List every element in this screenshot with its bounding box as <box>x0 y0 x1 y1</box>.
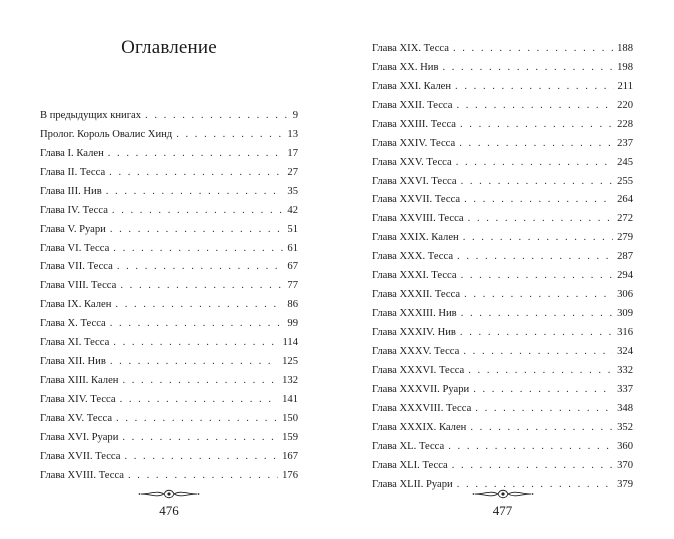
toc-entry-page: 132 <box>282 375 298 387</box>
toc-entry <box>372 207 633 226</box>
toc-entry-label: Глава XXXIII. Нив <box>372 308 457 320</box>
toc-entry-label: Глава VIII. Тесса <box>40 280 117 292</box>
toc-entry <box>40 407 298 426</box>
toc-leader-dots <box>176 128 283 142</box>
toc-entry-page: 141 <box>282 394 298 405</box>
toc-leader-dots <box>122 431 278 445</box>
toc-leader-dots <box>475 402 613 416</box>
toc-entry-page: 237 <box>617 137 633 149</box>
toc-leader-dots <box>452 459 613 473</box>
toc-leader-dots <box>115 298 283 312</box>
toc-entry-label: Пролог. Король Овалис Хинд <box>40 128 173 140</box>
toc-entry <box>40 426 298 445</box>
toc-entry-page: 287 <box>617 251 633 263</box>
toc-entry-label: Глава XXXIX. Кален <box>372 421 467 433</box>
toc-leader-dots <box>459 137 613 151</box>
toc-entry-page: 316 <box>617 327 633 338</box>
toc-leader-dots <box>456 99 613 113</box>
toc-entry-page: 294 <box>617 270 633 282</box>
toc-entry-label: Глава XVI. Руари <box>40 431 119 443</box>
toc-leader-dots <box>453 42 613 56</box>
toc-entry <box>40 180 298 199</box>
toc-leader-dots <box>456 156 613 170</box>
toc-entry-label: Глава XXVIII. Тесса <box>372 213 464 225</box>
toc-entry-label: Глава XXXVIII. Тесса <box>372 402 472 414</box>
toc-list-left <box>40 104 298 483</box>
toc-entry-page: 211 <box>617 80 633 92</box>
toc-leader-dots <box>122 374 278 388</box>
toc-entry-page: 125 <box>282 356 298 368</box>
toc-entry <box>372 435 633 454</box>
toc-entry <box>372 283 633 302</box>
toc-entry-page: 150 <box>282 412 298 424</box>
toc-leader-dots <box>110 317 284 331</box>
toc-leader-dots <box>448 440 613 454</box>
toc-leader-dots <box>442 61 613 75</box>
toc-entry <box>40 237 298 256</box>
toc-entry-label: Глава XVII. Тесса <box>40 450 121 462</box>
toc-leader-dots <box>110 355 278 369</box>
toc-leader-dots <box>113 242 283 256</box>
toc-entry <box>40 388 298 407</box>
page-number: 477 <box>492 503 513 518</box>
toc-entry-label: Глава XV. Тесса <box>40 412 113 424</box>
toc-leader-dots <box>468 364 613 378</box>
left-page <box>40 0 298 539</box>
toc-entry-label: Глава XXIII. Тесса <box>372 118 456 130</box>
toc-entry-page: 324 <box>617 345 633 357</box>
page-footer-right <box>372 488 633 519</box>
toc-entry <box>372 245 633 264</box>
toc-leader-dots <box>473 383 613 397</box>
flourish-ornament-icon <box>471 488 535 500</box>
toc-entry <box>40 199 298 218</box>
toc-entry-page: 245 <box>617 156 633 168</box>
toc-entry-label: Глава XII. Нив <box>40 356 106 368</box>
toc-entry-label: Глава XXXVI. Тесса <box>372 364 465 376</box>
toc-entry <box>372 132 633 151</box>
toc-entry-label: Глава XXIV. Тесса <box>372 137 456 149</box>
toc-entry <box>372 264 633 283</box>
toc-entry-label: Глава XXXII. Тесса <box>372 289 461 301</box>
toc-entry-page: 51 <box>287 223 298 235</box>
toc-entry-label: Глава XXXI. Тесса <box>372 270 457 282</box>
toc-entry-page: 198 <box>617 61 633 73</box>
toc-entry-page: 360 <box>617 440 633 452</box>
page-footer-left <box>40 488 298 519</box>
toc-entry-page: 86 <box>287 299 298 311</box>
toc-entry-page: 159 <box>282 431 298 443</box>
toc-entry-page: 99 <box>287 318 298 330</box>
toc-leader-dots <box>108 147 284 161</box>
toc-entry-page: 67 <box>287 261 298 273</box>
toc-entry <box>372 75 633 94</box>
toc-leader-dots <box>117 260 284 274</box>
toc-entry-page: 272 <box>617 213 633 225</box>
toc-entry-page: 13 <box>287 128 298 140</box>
toc-entry <box>372 151 633 170</box>
toc-entry-page: 114 <box>282 337 298 349</box>
toc-entry <box>40 256 298 275</box>
toc-leader-dots <box>460 326 613 340</box>
toc-leader-dots <box>460 118 613 132</box>
toc-entry-page: 61 <box>287 242 298 254</box>
toc-entry-label: Глава I. Кален <box>40 147 104 159</box>
toc-entry-page: 167 <box>282 450 298 462</box>
toc-entry-label: Глава XXII. Тесса <box>372 99 453 111</box>
toc-title: Оглавление <box>121 37 217 58</box>
toc-entry <box>40 142 298 161</box>
toc-entry <box>40 331 298 350</box>
toc-entry <box>372 189 633 208</box>
toc-entry <box>40 161 298 180</box>
toc-entry-page: 42 <box>287 204 298 216</box>
toc-entry-label: Глава VI. Тесса <box>40 242 110 254</box>
toc-entry-label: Глава X. Тесса <box>40 318 106 330</box>
toc-entry-label: Глава XLII. Руари <box>372 478 453 490</box>
toc-entry-label: Глава XL. Тесса <box>372 440 445 452</box>
flourish-ornament-icon <box>137 488 201 500</box>
toc-entry-label: Глава XXXV. Тесса <box>372 345 460 357</box>
toc-entry-page: 228 <box>617 118 633 130</box>
toc-entry-label: Глава XXVII. Тесса <box>372 194 461 206</box>
toc-leader-dots <box>128 469 278 483</box>
toc-entry <box>372 113 633 132</box>
toc-entry <box>372 37 633 56</box>
toc-entry-label: Глава XVIII. Тесса <box>40 469 124 481</box>
toc-entry-label: Глава II. Тесса <box>40 166 106 178</box>
toc-entry <box>40 104 298 123</box>
toc-entry-label: Глава XIX. Тесса <box>372 42 449 54</box>
toc-entry-page: 379 <box>617 478 633 490</box>
toc-leader-dots <box>457 250 613 264</box>
toc-entry <box>40 445 298 464</box>
toc-entry-label: Глава XXXIV. Нив <box>372 327 456 338</box>
toc-entry-label: Глава VII. Тесса <box>40 261 113 273</box>
toc-entry-page: 27 <box>287 166 298 178</box>
toc-entry <box>372 416 633 435</box>
toc-leader-dots <box>461 175 614 189</box>
toc-leader-dots <box>112 204 284 218</box>
toc-entry <box>372 454 633 473</box>
toc-entry <box>40 312 298 331</box>
toc-entry-label: Глава IX. Кален <box>40 299 112 311</box>
toc-leader-dots <box>463 345 613 359</box>
right-page <box>372 0 633 539</box>
toc-entry-page: 264 <box>617 194 633 206</box>
toc-entry-label: Глава XXVI. Тесса <box>372 175 457 187</box>
toc-leader-dots <box>464 193 613 207</box>
page-number: 476 <box>159 503 179 518</box>
toc-leader-dots <box>145 109 289 123</box>
toc-entry-label: Глава XI. Тесса <box>40 337 110 349</box>
toc-entry <box>372 94 633 113</box>
toc-entry-label: Глава XXV. Тесса <box>372 156 452 168</box>
toc-entry-page: 255 <box>617 175 633 187</box>
toc-entry-page: 309 <box>617 308 633 320</box>
toc-entry-label: Глава V. Руари <box>40 223 106 235</box>
toc-entry-label: В предыдущих книгах <box>40 109 142 121</box>
toc-entry-page: 370 <box>617 459 633 471</box>
toc-entry <box>372 56 633 75</box>
toc-leader-dots <box>120 279 283 293</box>
toc-entry-page: 220 <box>617 99 633 111</box>
toc-entry <box>40 464 298 483</box>
toc-leader-dots <box>109 166 283 180</box>
toc-entry-label: Глава XIII. Кален <box>40 375 119 387</box>
toc-entry-page: 35 <box>287 185 298 197</box>
toc-entry-page: 279 <box>617 232 633 244</box>
toc-entry <box>40 369 298 388</box>
toc-entry <box>372 226 633 245</box>
toc-entry-label: Глава XIV. Тесса <box>40 394 116 405</box>
toc-entry-page: 77 <box>287 280 298 292</box>
toc-leader-dots <box>470 421 613 435</box>
toc-leader-dots <box>113 336 278 350</box>
toc-entry <box>372 340 633 359</box>
toc-entry-label: Глава XXXVII. Руари <box>372 383 470 395</box>
toc-leader-dots <box>461 307 613 321</box>
toc-entry-page: 188 <box>617 42 633 54</box>
toc-entry-label: Глава XLI. Тесса <box>372 459 448 471</box>
toc-entry-page: 337 <box>617 383 633 395</box>
toc-leader-dots <box>464 288 613 302</box>
toc-entry-page: 332 <box>617 364 633 376</box>
toc-leader-dots <box>110 223 284 237</box>
toc-list-right <box>372 37 633 492</box>
toc-leader-dots <box>468 212 613 226</box>
toc-entry-label: Глава XXX. Тесса <box>372 251 454 263</box>
toc-leader-dots <box>124 450 278 464</box>
toc-entry <box>372 321 633 340</box>
toc-entry <box>40 293 298 312</box>
toc-entry <box>372 170 633 189</box>
toc-leader-dots <box>116 412 278 426</box>
toc-entry-page: 352 <box>617 421 633 433</box>
toc-entry-page: 176 <box>282 469 298 481</box>
toc-entry <box>40 123 298 142</box>
toc-entry <box>40 274 298 293</box>
toc-entry-label: Глава IV. Тесса <box>40 204 108 216</box>
toc-entry-page: 17 <box>287 147 298 159</box>
toc-entry <box>372 302 633 321</box>
toc-entry-label: Глава XX. Нив <box>372 61 439 73</box>
toc-entry <box>372 378 633 397</box>
toc-entry-page: 9 <box>292 109 298 121</box>
toc-entry <box>372 359 633 378</box>
toc-leader-dots <box>461 269 614 283</box>
toc-entry <box>40 218 298 237</box>
toc-leader-dots <box>120 393 279 407</box>
toc-leader-dots <box>455 80 613 94</box>
toc-entry-page: 306 <box>617 289 633 301</box>
toc-entry <box>372 397 633 416</box>
toc-entry-label: Глава XXI. Кален <box>372 80 452 92</box>
toc-leader-dots <box>463 231 613 245</box>
toc-entry <box>40 350 298 369</box>
toc-leader-dots <box>106 185 284 199</box>
toc-entry-label: Глава III. Нив <box>40 185 102 197</box>
toc-entry-label: Глава XXIX. Кален <box>372 232 459 244</box>
toc-entry-page: 348 <box>617 402 633 414</box>
